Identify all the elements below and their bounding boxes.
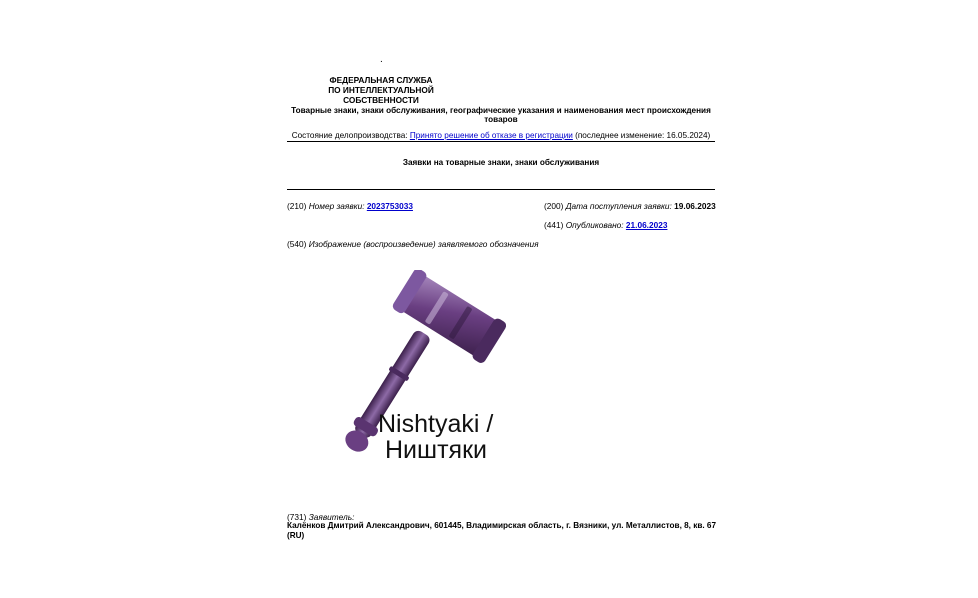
field-application-number: [287, 201, 413, 211]
field-label: Опубликовано:: [565, 220, 624, 230]
field-code: (210): [287, 201, 309, 211]
registry-title: Товарные знаки, знаки обслуживания, географические указания и наименования мест происхождения товаров: [291, 106, 711, 124]
status-line: [287, 131, 715, 142]
header-dot: .: [380, 54, 383, 65]
filing-date-value: 19.06.2023: [674, 201, 716, 211]
field-label: Заявитель:: [308, 512, 355, 522]
agency-line-1: ФЕДЕРАЛЬНАЯ СЛУЖБА: [329, 75, 433, 85]
status-link[interactable]: Принято решение об отказе в регистрации: [409, 131, 573, 140]
gavel-icon: [300, 270, 530, 480]
trademark-image: [300, 270, 530, 480]
field-code: (200): [544, 201, 566, 211]
section-title: Заявки на товарные знаки, знаки обслуживания: [402, 158, 600, 167]
published-date-link[interactable]: 21.06.2023: [625, 220, 668, 230]
field-code: (441): [544, 220, 566, 230]
agency-line-2: ПО ИНТЕЛЛЕКТУАЛЬНОЙ СОБСТВЕННОСТИ: [328, 85, 434, 105]
status-suffix: (последнее изменение: 16.05.2024): [572, 131, 711, 140]
mark-text-cyrillic: Ништяки: [385, 436, 487, 464]
field-mark-image: [287, 239, 539, 249]
field-label: Номер заявки:: [308, 201, 365, 211]
divider: [287, 189, 715, 190]
field-code: (540): [287, 239, 309, 249]
field-published: [544, 220, 667, 230]
field-label: Изображение (воспроизведение) заявляемого обозначения: [308, 239, 539, 249]
field-code: (731): [287, 512, 309, 522]
field-label: Дата поступления заявки:: [565, 201, 672, 211]
mark-text-latin: Nishtyaki /: [378, 410, 494, 438]
field-filing-date: [544, 201, 716, 211]
applicant-value: Калёнков Дмитрий Александрович, 601445, Владимирская область, г. Вязники, ул. Металлистов, 8, кв. 67 (RU): [287, 521, 717, 540]
agency-name: [292, 75, 470, 105]
application-number-link[interactable]: 2023753033: [366, 201, 413, 211]
status-prefix: Состояние делопроизводства:: [291, 131, 410, 140]
